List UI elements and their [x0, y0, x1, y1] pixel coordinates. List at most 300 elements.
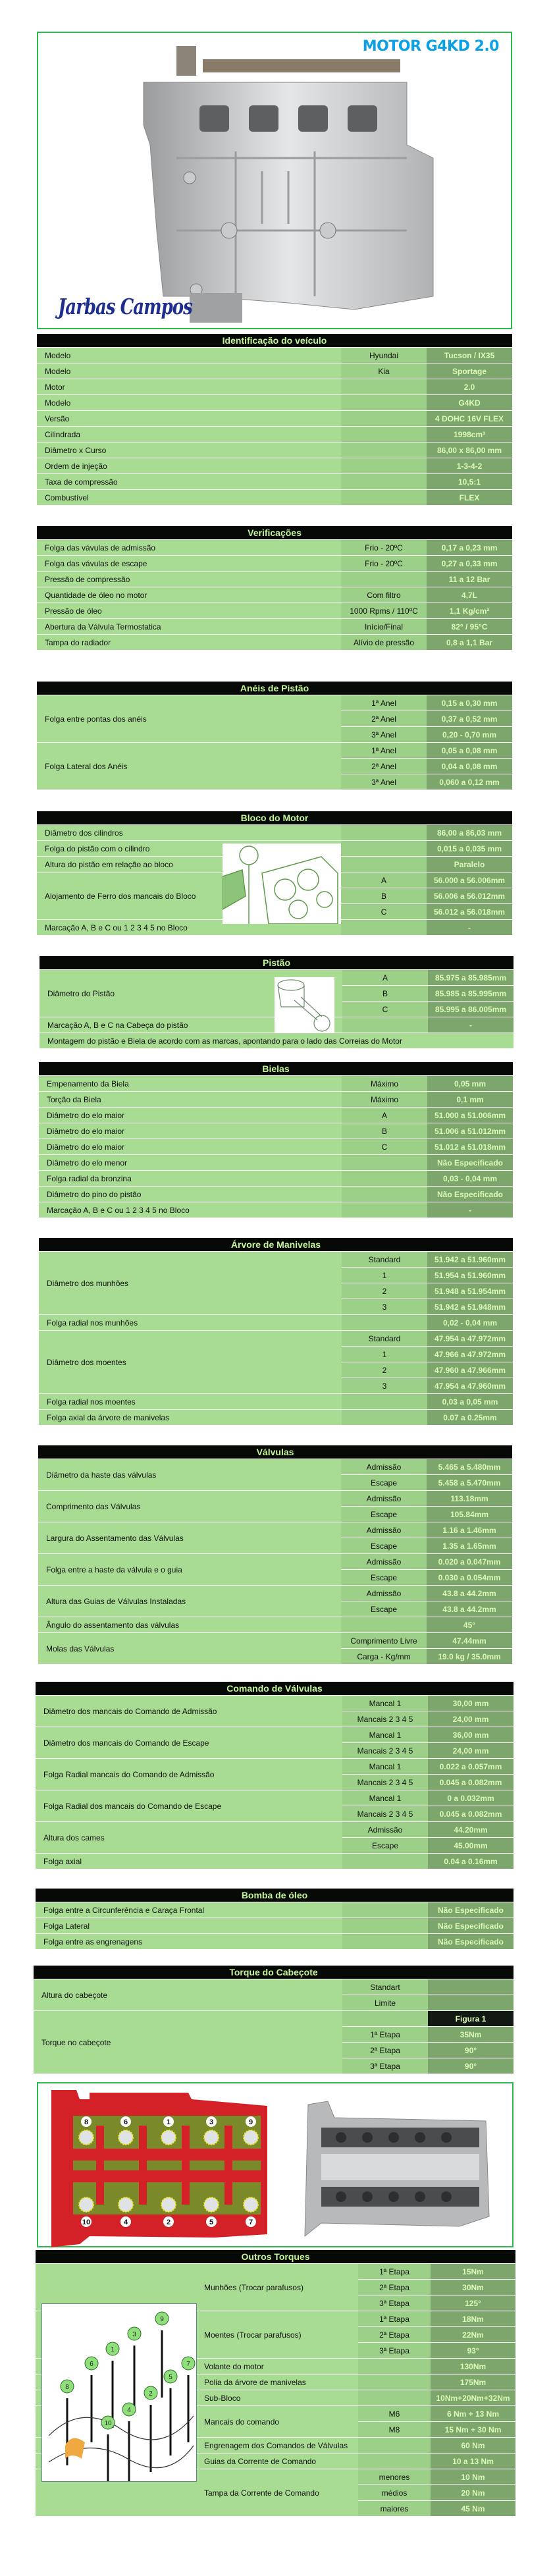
spec-value: 43.8 a 44.2mm: [427, 1601, 512, 1617]
spec-label: Folga axial da árvore de manivelas: [39, 1410, 342, 1426]
spec-label: Diâmetro dos cilindros: [37, 825, 341, 841]
bolt-number-label: 1: [111, 2346, 115, 2353]
spec-condition: Máximo: [342, 1076, 427, 1092]
spec-value: 0 a 0.032mm: [428, 1790, 514, 1806]
spec-condition: maiores: [358, 2501, 431, 2517]
table-row: [38, 1459, 512, 1475]
spec-value: Não Especificado: [428, 1918, 514, 1934]
spec-condition: A: [342, 1108, 427, 1123]
spec-condition: Mancal 1: [342, 1727, 428, 1743]
spec-value: 85.985 a 85.995mm: [428, 986, 514, 1002]
spec-value: 0,015 a 0,035 mm: [427, 841, 512, 857]
bolt-sequence-number: 6: [123, 2118, 128, 2126]
table-row: [37, 363, 512, 379]
spec-value: 0,8 a 1,1 Bar: [427, 635, 512, 651]
spec-value: 24,00 mm: [428, 1711, 514, 1727]
spec-condition: Mancais 2 3 4 5: [342, 1775, 428, 1790]
spec-condition: 1ª Etapa: [342, 2027, 428, 2043]
spec-condition: [342, 1902, 428, 1918]
spec-condition: [341, 379, 427, 395]
spec-label: Diâmetro dos mancais do Comando de Escape: [36, 1727, 342, 1759]
table-row: [38, 1491, 512, 1507]
spec-value: 113.18mm: [427, 1491, 512, 1507]
spec-condition: 2: [342, 1283, 427, 1299]
table-row: [36, 1759, 514, 1775]
spec-label: Engrenagem dos Comandos de Válvulas: [196, 2438, 358, 2454]
spec-value: 4,7L: [427, 587, 512, 603]
spec-value: 47.954 a 47.972mm: [427, 1331, 513, 1347]
spec-value: 47.966 a 47.972mm: [427, 1347, 513, 1362]
spec-label: Ordem de injeção: [37, 458, 341, 474]
section-header: Identificação do veículo: [37, 334, 512, 348]
table-row: [37, 348, 512, 363]
head-bolt: [161, 2130, 176, 2145]
bolt-sequence-number: 10: [82, 2218, 91, 2226]
spec-value: 90°: [428, 2058, 514, 2074]
table-row: [36, 1696, 514, 1711]
spec-condition: [341, 857, 427, 872]
spec-label: Mancais do comando: [196, 2406, 358, 2438]
spec-label: Torque no cabeçote: [34, 2011, 342, 2074]
spec-label: Taxa de compressão: [37, 474, 341, 490]
spec-label: Folga entre a Circunferência e Caraça Frontal: [36, 1902, 342, 1918]
spec-condition: Admissão: [341, 1459, 427, 1475]
section-header: Outros Torques: [36, 2250, 515, 2264]
spec-label: Versão: [37, 411, 341, 427]
spec-condition: Frio - 20ºC: [341, 556, 427, 572]
table-row: [39, 1139, 513, 1155]
spec-label: Molas das Válvulas: [38, 1633, 341, 1665]
spec-condition: C: [342, 1002, 428, 1017]
page-title: MOTOR G4KD 2.0: [362, 38, 499, 55]
spec-condition: [341, 458, 427, 474]
bearing-cap-bolt-sequence-image: [41, 2303, 197, 2482]
engine-photo-frame: [37, 32, 512, 329]
spec-label: Tampa da Corrente de Comando: [196, 2469, 358, 2517]
spec-condition: [342, 1155, 427, 1171]
bolt-number-label: 7: [186, 2361, 190, 2368]
spec-value: 2.0: [427, 379, 512, 395]
spec-condition: 3ª Anel: [341, 727, 427, 743]
section-header: Árvore de Manivelas: [39, 1238, 513, 1252]
bolt-sequence-number: 9: [248, 2118, 253, 2126]
section-verificacoes: [37, 526, 512, 651]
spec-label: Diâmetro da haste das válvulas: [38, 1459, 341, 1491]
spec-condition: Com filtro: [341, 587, 427, 603]
spec-value: 56.006 a 56.012mm: [427, 888, 512, 904]
spec-condition: [342, 1017, 428, 1033]
spec-label: Altura do pistão em relação ao bloco: [37, 857, 341, 872]
spec-condition: Admissão: [341, 1554, 427, 1570]
spec-condition: [358, 2390, 431, 2406]
spec-condition: [342, 1202, 427, 1218]
spec-condition: 2: [342, 1362, 427, 1378]
spec-condition: 1ª Anel: [341, 743, 427, 759]
spec-value: 1,1 Kg/cm²: [427, 603, 512, 619]
table-row: [39, 1092, 513, 1108]
section-bomba-de-oleo: [36, 1889, 514, 1950]
spec-condition: M6: [358, 2406, 431, 2422]
table-row: [39, 1331, 513, 1347]
section-header: Pistão: [40, 956, 514, 970]
spec-value: Tucson / IX35: [427, 348, 512, 363]
table-row: [37, 474, 512, 490]
spec-value: Paralelo: [427, 857, 512, 872]
bolt-sequence-number: 5: [209, 2218, 214, 2226]
spec-condition: [358, 2359, 431, 2375]
spec-label: Modelo: [37, 363, 341, 379]
head-bolt: [244, 2197, 258, 2212]
section-header: Válvulas: [38, 1445, 512, 1459]
head-bolt: [244, 2130, 258, 2145]
spec-value: 0.045 a 0.082mm: [428, 1806, 514, 1822]
table-row: [37, 540, 512, 556]
spec-condition: Escape: [341, 1570, 427, 1586]
table-row: [37, 587, 512, 603]
spec-condition: Escape: [341, 1475, 427, 1491]
spec-condition: Escape: [342, 1838, 428, 1854]
spec-value: 5.458 a 5.470mm: [427, 1475, 512, 1491]
spec-value: Não Especificado: [427, 1155, 513, 1171]
spec-label: Largura do Assentamento das Válvulas: [38, 1522, 341, 1554]
spec-label: Marcação A, B e C ou 1 2 3 4 5 no Bloco: [37, 920, 341, 936]
spec-condition: A: [342, 970, 428, 986]
author-signature: Jarbas Campos: [58, 295, 192, 320]
spec-label: Guias da Corrente de Comando: [196, 2454, 358, 2469]
section-header: Comando de Válvulas: [36, 1682, 514, 1696]
spec-condition: Standard: [342, 1252, 427, 1268]
table-row: [37, 379, 512, 395]
bolt-number-label: 5: [169, 2374, 172, 2381]
spec-label: Pressão de óleo: [37, 603, 341, 619]
spec-condition: [341, 443, 427, 458]
table-row: [37, 695, 512, 711]
spec-value: 0,20 - 0,70 mm: [427, 727, 512, 743]
table-row: [39, 1394, 513, 1410]
spec-value: 0,03 a 0,05 mm: [427, 1394, 513, 1410]
spec-value: 0,03 - 0,04 mm: [427, 1171, 513, 1187]
bolt-sequence-number: 7: [248, 2218, 253, 2226]
spec-condition: Mancal 1: [342, 1759, 428, 1775]
spec-label: Folga entre a haste da válvula e o guia: [38, 1554, 341, 1586]
section-aneis-de-pistao: [37, 682, 512, 790]
spec-value: 45°: [427, 1617, 512, 1633]
table-row: [40, 1033, 514, 1049]
head-bolt: [161, 2197, 176, 2212]
spec-label: Moentes (Trocar parafusos): [196, 2311, 358, 2359]
spec-label: Folga entre pontas dos anéis: [37, 695, 341, 743]
table-row: [38, 1522, 512, 1538]
section-bloco-do-motor: [37, 811, 512, 936]
spec-condition: M8: [358, 2422, 431, 2438]
spec-label: Sub-Bloco: [196, 2390, 358, 2406]
spec-value: 19.0 kg / 35.0mm: [427, 1649, 512, 1665]
spec-condition: 3: [342, 1378, 427, 1394]
spec-condition: Hyundai: [341, 348, 427, 363]
head-bolt: [118, 2197, 133, 2212]
spec-label: Folga radial nos munhões: [39, 1315, 342, 1331]
spec-value: 56.012 a 56.018mm: [427, 904, 512, 920]
spec-condition: [358, 2438, 431, 2454]
bolt-number-label: 3: [132, 2331, 136, 2338]
head-bolt: [79, 2130, 93, 2145]
spec-condition: médios: [358, 2485, 431, 2501]
spec-value: 86,00 a 86,03 mm: [427, 825, 512, 841]
spec-value: 36,00 mm: [428, 1727, 514, 1743]
spec-label: Folga axial: [36, 1854, 342, 1869]
spec-condition: 1000 Rpms / 110ºC: [341, 603, 427, 619]
spec-value: 1.35 a 1.65mm: [427, 1538, 512, 1554]
spec-value: 1.16 a 1.46mm: [427, 1522, 512, 1538]
spec-value: [428, 1995, 514, 2011]
note-text: Montagem do pistão e Biela de acordo com as marcas, apontando para o lado das Correias do Motor: [40, 1033, 514, 1049]
spec-condition: [342, 1918, 428, 1934]
spec-label: Marcação A, B e C ou 1 2 3 4 5 no Bloco: [39, 1202, 342, 1218]
spec-condition: 3ª Anel: [341, 774, 427, 790]
spec-condition: Mancal 1: [342, 1696, 428, 1711]
spec-condition: Máximo: [342, 1092, 427, 1108]
spec-value: 1998cm³: [427, 427, 512, 443]
spec-value: 4 DOHC 16V FLEX: [427, 411, 512, 427]
spec-condition: [341, 1617, 427, 1633]
spec-value: 51.942 a 51.960mm: [427, 1252, 513, 1268]
spec-label: Folga Radial mancais do Comando de Admissão: [36, 1759, 342, 1790]
spec-value: 0,27 a 0,33 mm: [427, 556, 512, 572]
spec-value: 0.022 a 0.057mm: [428, 1759, 514, 1775]
table-row: [39, 1123, 513, 1139]
spec-value: -: [428, 1017, 514, 1033]
spec-value: 0.030 a 0.054mm: [427, 1570, 512, 1586]
table-row: [39, 1076, 513, 1092]
bolt-sequence-number: 2: [166, 2218, 171, 2226]
spec-value: 0,15 a 0,30 mm: [427, 695, 512, 711]
bolt-number-label: 4: [127, 2407, 131, 2414]
spec-condition: C: [341, 904, 427, 920]
section-header: Verificações: [37, 526, 512, 540]
bolt-sequence-number: 1: [166, 2118, 171, 2126]
head-bolt: [204, 2130, 219, 2145]
spec-value: 47.960 a 47.966mm: [427, 1362, 513, 1378]
spec-condition: [341, 572, 427, 587]
spec-label: Diâmetro dos moentes: [39, 1331, 342, 1394]
spec-value: 0.07 a 0.25mm: [427, 1410, 513, 1426]
table-row: [39, 1108, 513, 1123]
table-row: [37, 825, 512, 841]
table-row: [36, 1918, 514, 1934]
spec-value: Sportage: [427, 363, 512, 379]
spec-condition: Kia: [341, 363, 427, 379]
spec-value: 18Nm: [431, 2311, 515, 2327]
spec-value: 105.84mm: [427, 1507, 512, 1522]
spec-value: 82° / 95°C: [427, 619, 512, 635]
spec-label: Cilindrada: [37, 427, 341, 443]
spec-value: 0,04 a 0,08 mm: [427, 759, 512, 774]
section-valvulas: [38, 1445, 512, 1665]
table-row: [37, 743, 512, 759]
table-row: [37, 572, 512, 587]
spec-value: 30Nm: [431, 2280, 515, 2295]
table-row: [39, 1155, 513, 1171]
spec-value: 10 Nm: [431, 2469, 515, 2485]
head-bolt: [79, 2197, 93, 2212]
table-row: [36, 1790, 514, 1806]
spec-condition: Alívio de pressão: [341, 635, 427, 651]
table-row: [38, 1617, 512, 1633]
bolt-sequence-number: 8: [84, 2118, 89, 2126]
spec-label: Folga entre as engrenagens: [36, 1934, 342, 1950]
table-row: [37, 556, 512, 572]
bolt-sequence-number: 3: [209, 2118, 214, 2126]
spec-value: [428, 1979, 514, 1995]
spec-value: 0,37 a 0,52 mm: [427, 711, 512, 727]
spec-value: 51.012 a 51.018mm: [427, 1139, 513, 1155]
table-row: [38, 1554, 512, 1570]
spec-value: FLEX: [427, 490, 512, 506]
bolt-number-label: 6: [90, 2361, 93, 2368]
spec-condition: 1ª Anel: [341, 695, 427, 711]
spec-value: 85.975 a 85.985mm: [428, 970, 514, 986]
spec-condition: 3ª Etapa: [358, 2295, 431, 2311]
section-header: Anéis de Pistão: [37, 682, 512, 695]
spec-label: Folga do pistão com o cilindro: [37, 841, 341, 857]
spec-condition: 1ª Etapa: [358, 2264, 431, 2280]
spec-value: -: [427, 920, 512, 936]
spec-condition: A: [341, 872, 427, 888]
spec-value: 85.995 a 86.005mm: [428, 1002, 514, 1017]
table-row: [37, 458, 512, 474]
spec-condition: [342, 2011, 428, 2027]
spec-condition: Comprimento Livre: [341, 1633, 427, 1649]
spec-condition: B: [342, 1123, 427, 1139]
spec-value: 175Nm: [431, 2375, 515, 2390]
table-row: [37, 635, 512, 651]
section-bielas: [39, 1062, 513, 1218]
spec-value: 51.954 a 51.960mm: [427, 1268, 513, 1283]
spec-condition: [342, 1394, 427, 1410]
spec-condition: B: [341, 888, 427, 904]
spec-value: 0,02 - 0,04 mm: [427, 1315, 513, 1331]
spec-value: 44.20mm: [428, 1822, 514, 1838]
head-bolt: [118, 2130, 133, 2145]
table-row: [36, 2264, 515, 2280]
spec-value: 0,17 a 0,23 mm: [427, 540, 512, 556]
spec-condition: Início/Final: [341, 619, 427, 635]
spec-value: Não Especificado: [428, 1934, 514, 1950]
spec-value: 51.948 a 51.954mm: [427, 1283, 513, 1299]
section-comando-de-valvulas: [36, 1682, 514, 1869]
spec-condition: menores: [358, 2469, 431, 2485]
spec-condition: [341, 825, 427, 841]
cylinder-head-photo: [302, 2098, 492, 2240]
spec-value: 125°: [431, 2295, 515, 2311]
spec-value: Não Especificado: [428, 1902, 514, 1918]
spec-value: 86,00 x 86,00 mm: [427, 443, 512, 458]
spec-condition: [341, 395, 427, 411]
spec-condition: 1: [342, 1347, 427, 1362]
spec-condition: B: [342, 986, 428, 1002]
spec-condition: [341, 474, 427, 490]
table-row: [34, 2011, 514, 2027]
spec-condition: 2ª Etapa: [358, 2327, 431, 2343]
cylinder-head-torque-sequence-diagram: [50, 2086, 267, 2247]
table-row: [37, 443, 512, 458]
spec-value: 10,5:1: [427, 474, 512, 490]
spec-label: Motor: [37, 379, 341, 395]
spec-label: Ângulo do assentamento das válvulas: [38, 1617, 341, 1633]
spec-condition: Carga - Kg/mm: [341, 1649, 427, 1665]
spec-label: Folga Lateral: [36, 1918, 342, 1934]
spec-value: Não Especificado: [427, 1187, 513, 1202]
spec-condition: Escape: [341, 1601, 427, 1617]
spec-value: 43.8 a 44.2mm: [427, 1586, 512, 1601]
spec-value: 51.000 a 51.006mm: [427, 1108, 513, 1123]
spec-value: 0,060 a 0,12 mm: [427, 774, 512, 790]
section-outros-torques: [36, 2250, 515, 2517]
table-row: [37, 411, 512, 427]
spec-condition: 3ª Etapa: [342, 2058, 428, 2074]
section-header: Bomba de óleo: [36, 1889, 514, 1902]
spec-condition: Mancais 2 3 4 5: [342, 1743, 428, 1759]
spec-label: Combustível: [37, 490, 341, 506]
table-row: [36, 1902, 514, 1918]
spec-label: Folga das vávulas de admissão: [37, 540, 341, 556]
spec-value: 22Nm: [431, 2327, 515, 2343]
spec-value: 47.44mm: [427, 1633, 512, 1649]
spec-condition: [358, 2375, 431, 2390]
spec-value: 0.04 a 0.16mm: [428, 1854, 514, 1869]
spec-value: 11 a 12 Bar: [427, 572, 512, 587]
spec-label: Torção da Biela: [39, 1092, 342, 1108]
spec-label: Diâmetro x Curso: [37, 443, 341, 458]
spec-condition: 1: [342, 1268, 427, 1283]
spec-condition: [342, 1934, 428, 1950]
spec-value: 0.020 a 0.047mm: [427, 1554, 512, 1570]
table-row: [38, 1633, 512, 1649]
spec-condition: Mancal 1: [342, 1790, 428, 1806]
spec-label: Empenamento da Biela: [39, 1076, 342, 1092]
spec-value: 60 Nm: [431, 2438, 515, 2454]
spec-label: Pressão de compressão: [37, 572, 341, 587]
piston-rod-image: [275, 977, 334, 1033]
spec-label: Munhões (Trocar parafusos): [196, 2264, 358, 2311]
spec-value: 5.465 a 5.480mm: [427, 1459, 512, 1475]
spec-label: Diâmetro dos mancais do Comando de Admissão: [36, 1696, 342, 1727]
spec-condition: C: [342, 1139, 427, 1155]
spec-condition: Mancais 2 3 4 5: [342, 1806, 428, 1822]
spec-value: 1-3-4-2: [427, 458, 512, 474]
table-row: [39, 1171, 513, 1187]
spec-condition: Mancais 2 3 4 5: [342, 1711, 428, 1727]
bolt-number-label: 9: [160, 2316, 164, 2323]
spec-condition: Standard: [342, 1331, 427, 1347]
spec-label: Folga radial nos moentes: [39, 1394, 342, 1410]
table-row: [39, 1202, 513, 1218]
spec-condition: [342, 1171, 427, 1187]
section-arvore-de-manivelas: [39, 1238, 513, 1426]
spec-condition: [341, 490, 427, 506]
spec-label: Tampa do radiador: [37, 635, 341, 651]
table-row: [36, 1934, 514, 1950]
table-row: [36, 1822, 514, 1838]
head-bolt: [204, 2197, 219, 2212]
spec-label: Modelo: [37, 395, 341, 411]
spec-condition: Admissão: [342, 1822, 428, 1838]
spec-condition: Admissão: [341, 1522, 427, 1538]
section-header: Bielas: [39, 1062, 513, 1076]
spec-value: 0,05 a 0,08 mm: [427, 743, 512, 759]
spec-label: Modelo: [37, 348, 341, 363]
figure-reference: Figura 1: [428, 2011, 514, 2027]
